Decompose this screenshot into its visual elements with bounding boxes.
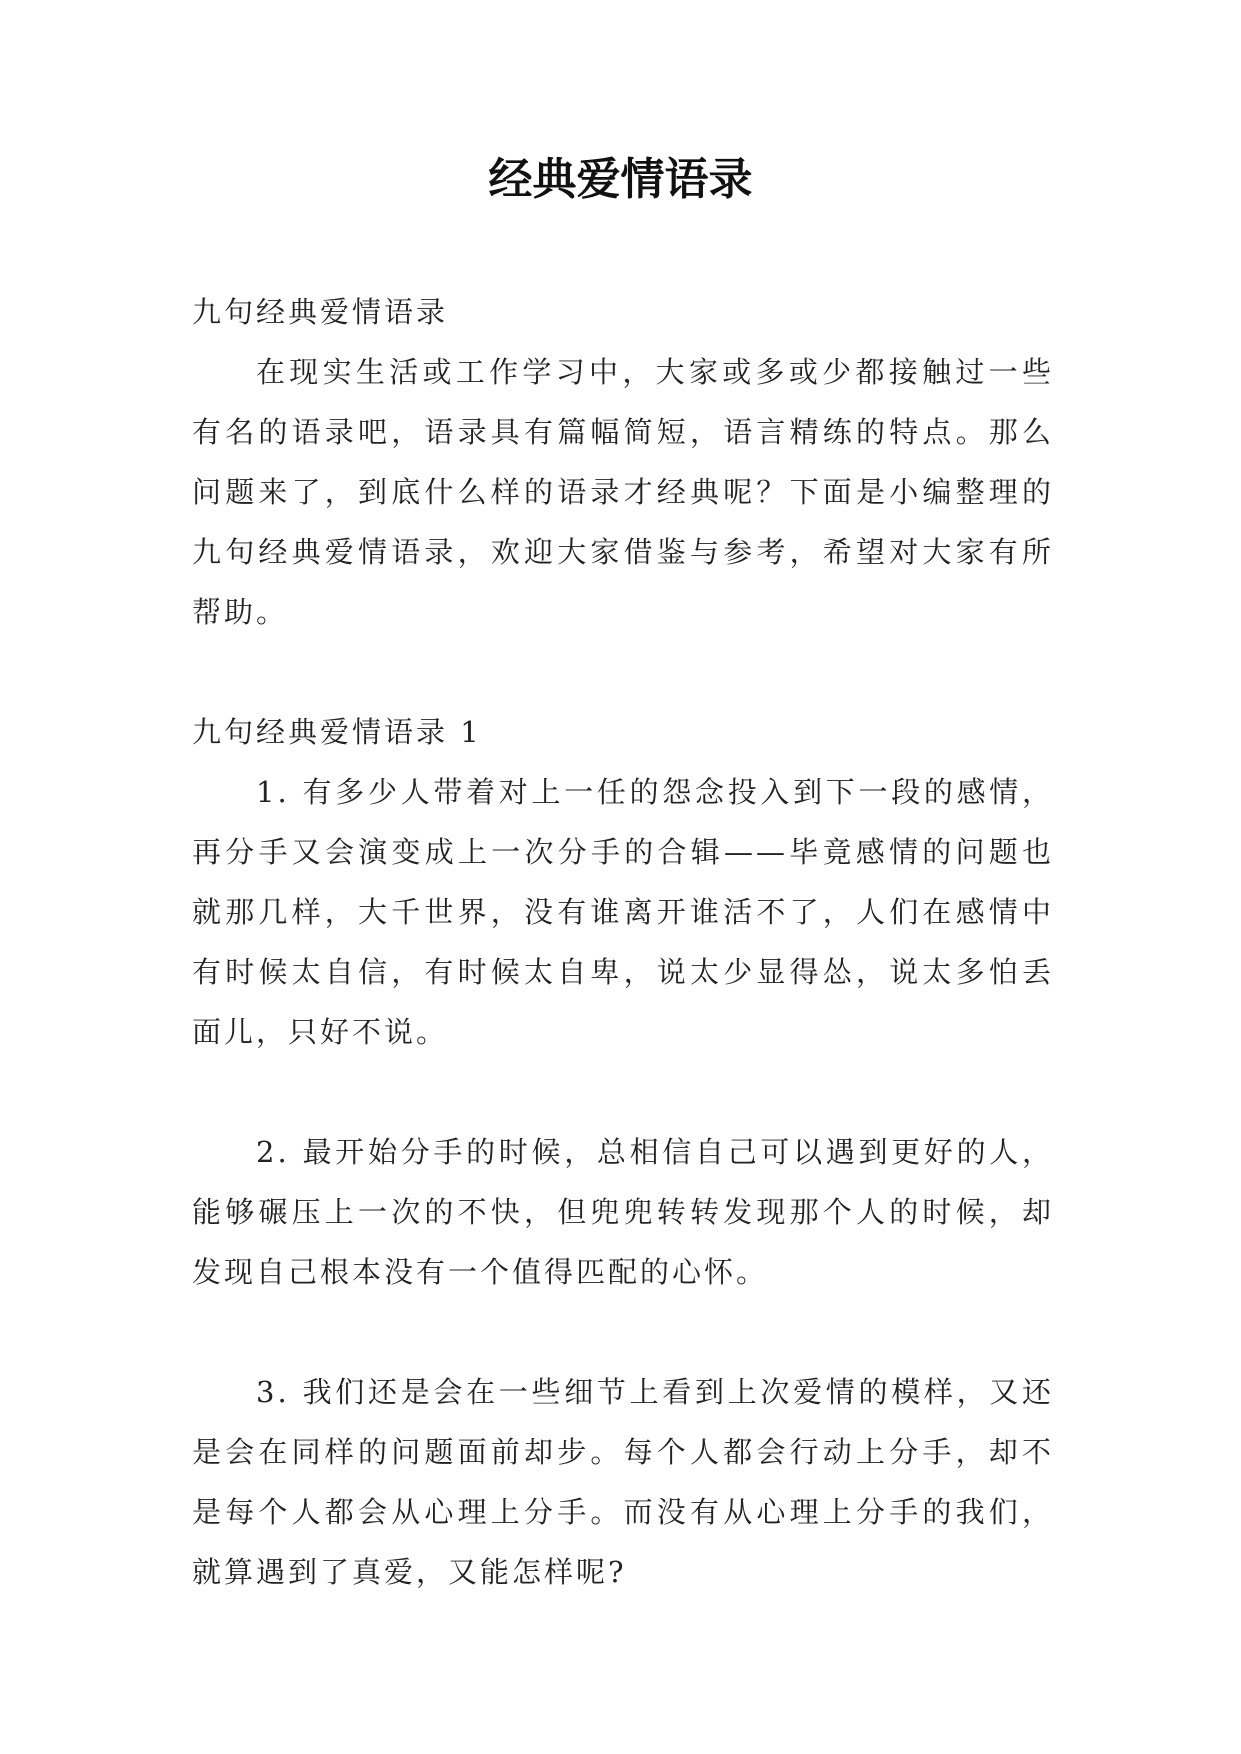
intro-paragraph: 在现实生活或工作学习中，大家或多或少都接触过一些有名的语录吧，语录具有篇幅简短，语言精练的特点。那么问题来了，到底什么样的语录才经典呢？下面是小编整理的九句经典爱情语录，欢迎大家借鉴与参考，希望对大家有所帮助。 — [192, 355, 1054, 629]
quote-paragraph-3: 3. 我们还是会在一些细节上看到上次爱情的模样，又还是会在同样的问题面前却步。每个人都会行动上分手，却不是每个人都会从心理上分手。而没有从心理上分手的我们，就算遇到了真爱，又能怎样呢? — [192, 1375, 1054, 1589]
subtitle: 九句经典爱情语录 — [192, 295, 449, 329]
section-heading: 九句经典爱情语录 1 — [192, 715, 482, 749]
document-body — [192, 282, 1054, 1602]
quote-paragraph-2: 2. 最开始分手的时候，总相信自己可以遇到更好的人，能够碾压上一次的不快，但兜兜转转发现那个人的时候，却发现自己根本没有一个值得匹配的心怀。 — [192, 1135, 1054, 1289]
quote-paragraph-1: 1. 有多少人带着对上一任的怨念投入到下一段的感情，再分手又会演变成上一次分手的合辑——毕竟感情的问题也就那几样，大千世界，没有谁离开谁活不了，人们在感情中有时候太自信，有时候太自卑，说太少显得怂，说太多怕丢面儿，只好不说。 — [192, 775, 1054, 1049]
paragraph-spacer — [192, 1062, 1054, 1122]
paragraph-spacer — [192, 642, 1054, 702]
document-title: 经典爱情语录 — [488, 154, 753, 205]
paragraph-spacer — [192, 1302, 1054, 1362]
